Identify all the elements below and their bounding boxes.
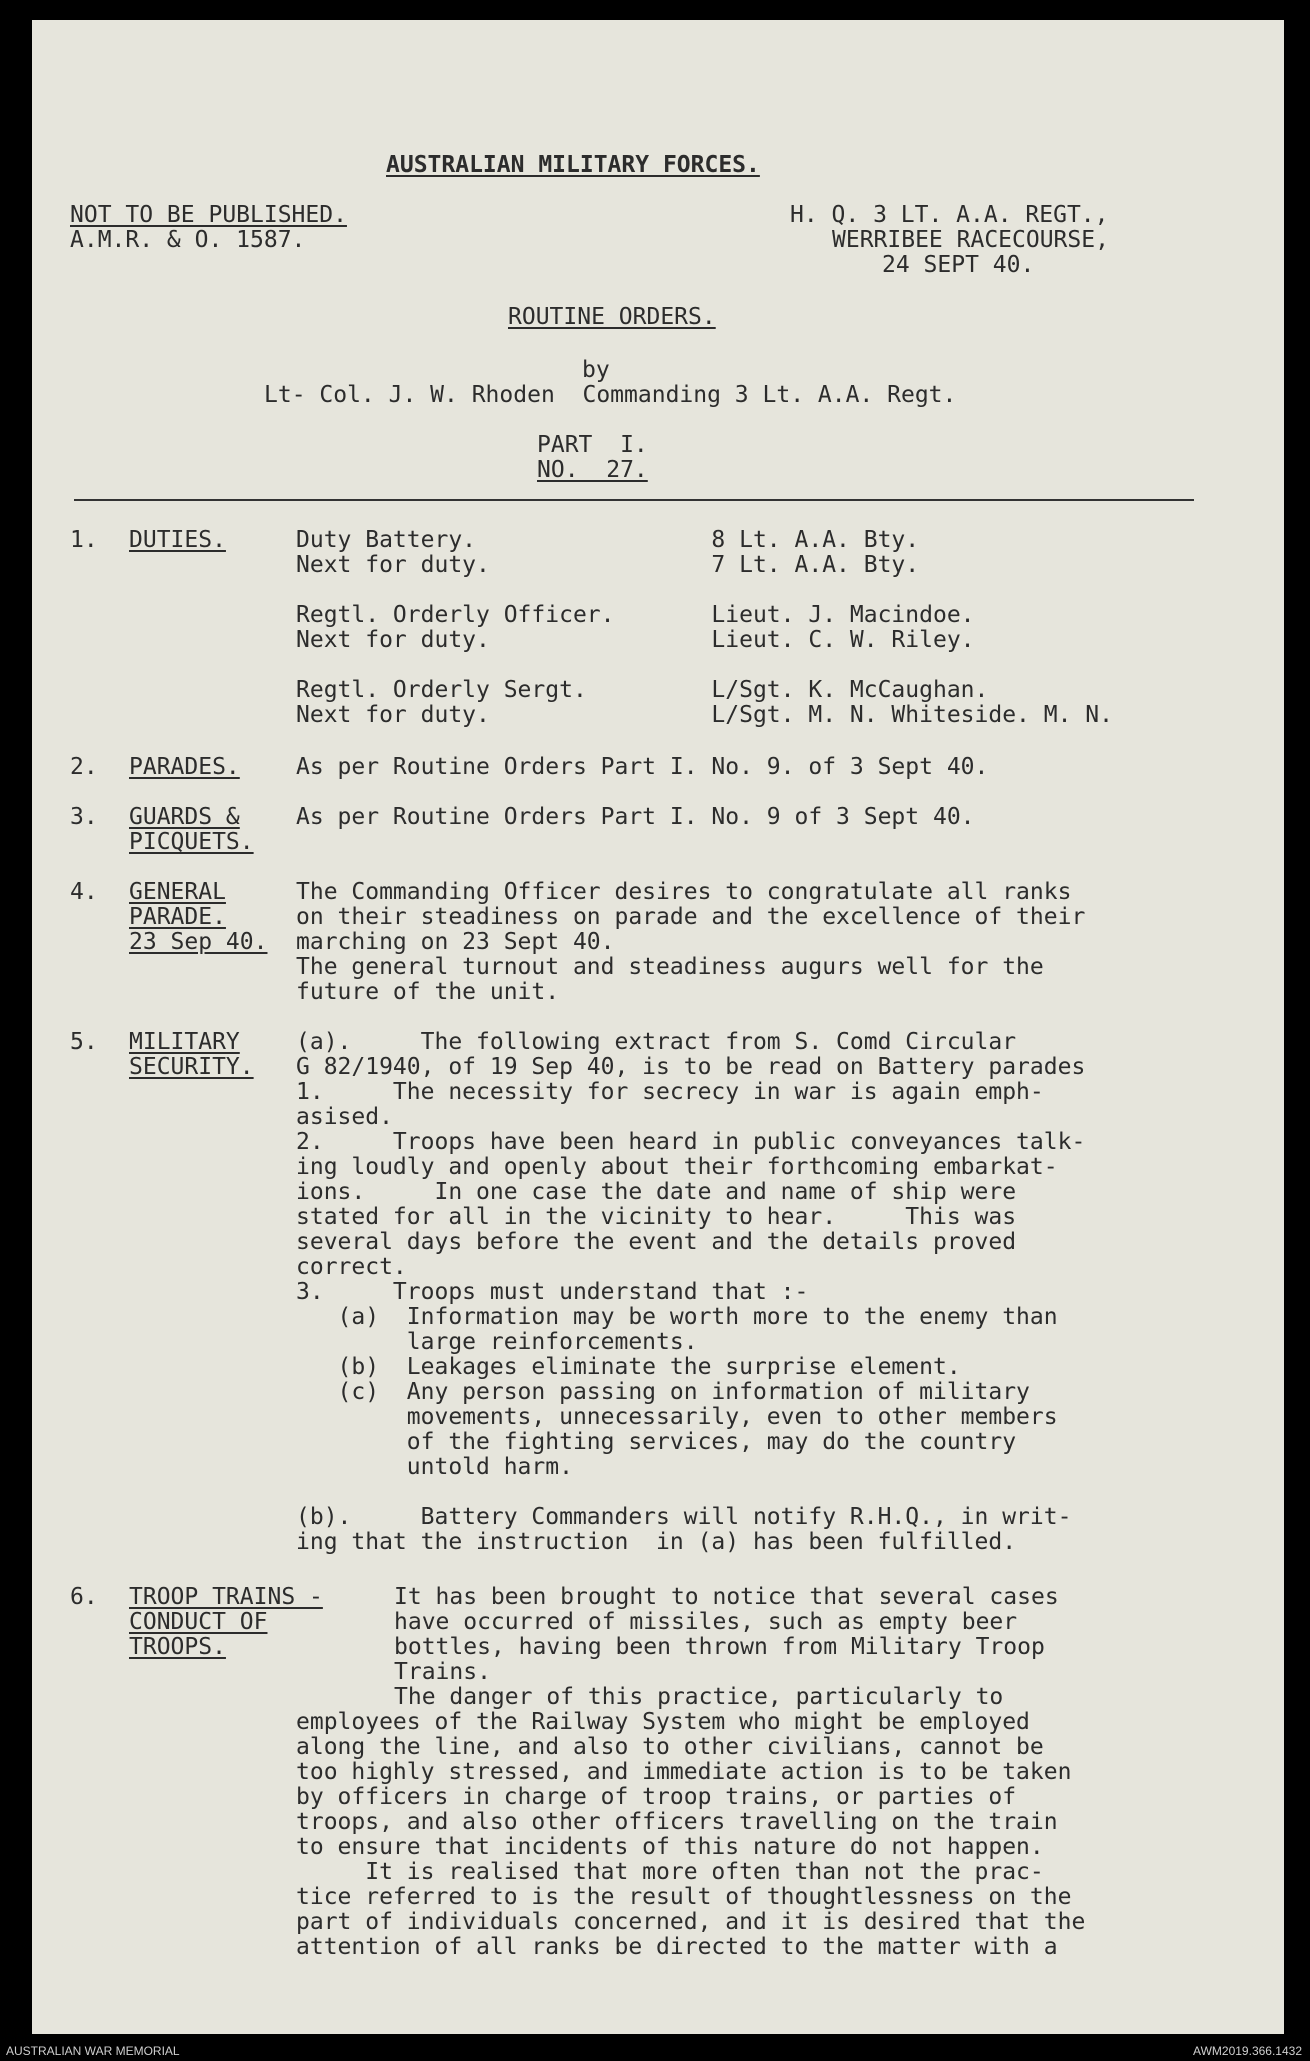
item-5-line: 1. The necessity for secrecy in war is again emph- — [296, 1079, 1044, 1105]
item-5-heading: SECURITY. — [129, 1054, 254, 1080]
item-4-heading: PARADE. — [129, 904, 226, 930]
item-6-line: too highly stressed, and immediate action is to be taken — [296, 1759, 1072, 1785]
item-5-line: correct. — [296, 1254, 407, 1280]
item-1-line: Duty Battery. 8 Lt. A.A. Bty. — [296, 527, 920, 553]
item-5-line: (a) Information may be worth more to the enemy than — [296, 1304, 1058, 1330]
header-title: AUSTRALIAN MILITARY FORCES. — [386, 152, 760, 178]
item-5-number: 5. — [70, 1029, 98, 1055]
item-4-line: The Commanding Officer desires to congratulate all ranks — [296, 879, 1072, 905]
item-1-line: Regtl. Orderly Officer. Lieut. J. Macindoe. — [296, 602, 975, 628]
item-5-line: (b) Leakages eliminate the surprise element. — [296, 1354, 961, 1380]
item-5-heading: MILITARY — [129, 1029, 240, 1055]
item-3-body: As per Routine Orders Part I. No. 9 of 3 Sept 40. — [296, 804, 975, 830]
item-6-line: employees of the Railway System who might be employed — [296, 1709, 1030, 1735]
item-6-line: troops, and also other officers travelling on the train — [296, 1809, 1058, 1835]
item-5-line: ing loudly and openly about their forthcoming embarkat- — [296, 1154, 1058, 1180]
item-1-line: Regtl. Orderly Sergt. L/Sgt. K. McCaughan. — [296, 677, 989, 703]
item-1-line: Next for duty. Lieut. C. W. Riley. — [296, 627, 975, 653]
header-rule — [74, 499, 1194, 501]
item-4-line: future of the unit. — [296, 979, 560, 1005]
item-4-line: The general turnout and steadiness augurs well for the — [296, 954, 1044, 980]
item-6-line: along the line, and also to other civilians, cannot be — [296, 1734, 1044, 1760]
item-6-line: It has been brought to notice that several cases — [394, 1584, 1059, 1610]
item-5-line: large reinforcements. — [296, 1329, 698, 1355]
item-6-line: The danger of this practice, particularly to — [394, 1684, 1004, 1710]
part-label: PART I. — [537, 432, 648, 458]
routine-orders-title: ROUTINE ORDERS. — [508, 304, 716, 330]
item-3-heading: GUARDS & — [129, 804, 240, 830]
item-4-line: marching on 23 Sept 40. — [296, 929, 615, 955]
reference-number: A.M.R. & O. 1587. — [70, 227, 306, 253]
commander-line: Lt- Col. J. W. Rhoden Commanding 3 Lt. A.A. Regt. — [264, 382, 957, 408]
item-5-line: movements, unnecessarily, even to other members — [296, 1404, 1058, 1430]
item-3-heading: PICQUETS. — [129, 829, 254, 855]
item-4-number: 4. — [70, 879, 98, 905]
item-2-number: 2. — [70, 754, 98, 780]
hq-line-3: 24 SEPT 40. — [882, 252, 1035, 278]
item-6-heading: TROOPS. — [129, 1634, 226, 1660]
item-5-line: asised. — [296, 1104, 393, 1130]
item-4-heading: 23 Sep 40. — [129, 929, 268, 955]
item-1-line: Next for duty. 7 Lt. A.A. Bty. — [296, 552, 920, 578]
item-5-line: 2. Troops have been heard in public conveyances talk- — [296, 1129, 1086, 1155]
item-5-line: G 82/1940, of 19 Sep 40, is to be read on Battery parades — [296, 1054, 1086, 1080]
hq-line-1: H. Q. 3 LT. A.A. REGT., — [790, 202, 1109, 228]
item-1-number: 1. — [70, 527, 98, 553]
item-5-line: 3. Troops must understand that :- — [296, 1279, 809, 1305]
footer-accession: AWM2019.366.1432 — [1193, 2044, 1302, 2058]
item-5-line: (a). The following extract from S. Comd Circular — [296, 1029, 1017, 1055]
not-published-notice: NOT TO BE PUBLISHED. — [70, 202, 347, 228]
item-5-line: of the fighting services, may do the country — [296, 1429, 1017, 1455]
item-6-heading: CONDUCT OF — [129, 1609, 268, 1635]
item-6-line: Trains. — [394, 1659, 491, 1685]
item-5-line: ing that the instruction in (a) has been fulfilled. — [296, 1529, 1017, 1555]
item-6-line: attention of all ranks be directed to the matter with a — [296, 1934, 1058, 1960]
footer-source: AUSTRALIAN WAR MEMORIAL — [6, 2044, 180, 2058]
item-5-line: untold harm. — [296, 1454, 573, 1480]
item-5-line: (c) Any person passing on information of military — [296, 1379, 1030, 1405]
document-page — [32, 20, 1284, 2034]
item-6-line: have occurred of missiles, such as empty beer — [394, 1609, 1018, 1635]
item-2-heading: PARADES. — [129, 754, 240, 780]
item-6-line: bottles, having been thrown from Military Troop — [394, 1634, 1045, 1660]
item-3-number: 3. — [70, 804, 98, 830]
item-6-heading: TROOP TRAINS - — [129, 1584, 323, 1610]
hq-line-2: WERRIBEE RACECOURSE, — [832, 227, 1109, 253]
item-6-line: to ensure that incidents of this nature do not happen. — [296, 1834, 1044, 1860]
item-4-heading: GENERAL — [129, 879, 226, 905]
order-number: NO. 27. — [537, 457, 648, 483]
item-5-line: (b). Battery Commanders will notify R.H.Q., in writ- — [296, 1504, 1072, 1530]
by-label: by — [582, 357, 610, 383]
item-2-body: As per Routine Orders Part I. No. 9. of 3 Sept 40. — [296, 754, 989, 780]
item-1-heading: DUTIES. — [129, 527, 226, 553]
item-6-number: 6. — [70, 1584, 98, 1610]
item-5-line: several days before the event and the details proved — [296, 1229, 1017, 1255]
item-6-line: tice referred to is the result of thoughtlessness on the — [296, 1884, 1072, 1910]
item-6-line: It is realised that more often than not the prac- — [296, 1859, 1044, 1885]
item-1-line: Next for duty. L/Sgt. M. N. Whiteside. M. N. — [296, 702, 1113, 728]
item-5-line: ions. In one case the date and name of ship were — [296, 1179, 1017, 1205]
item-6-line: part of individuals concerned, and it is desired that the — [296, 1909, 1086, 1935]
item-5-line: stated for all in the vicinity to hear. This was — [296, 1204, 1017, 1230]
item-4-line: on their steadiness on parade and the excellence of their — [296, 904, 1086, 930]
item-6-line: by officers in charge of troop trains, or parties of — [296, 1784, 1017, 1810]
